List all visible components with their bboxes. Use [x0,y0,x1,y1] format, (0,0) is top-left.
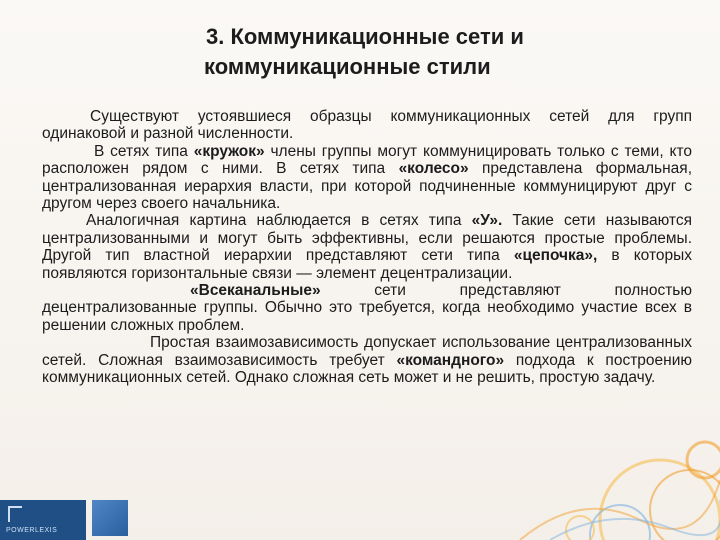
slide-title-line-2: коммуникационные стили [204,54,491,79]
paragraph-2 [42,143,692,213]
paragraph-3 [42,212,692,282]
paragraph-1-text: Существуют устоявшиеся образцы коммуникационных сетей для групп одинаковой и разной численности. [42,108,692,143]
paragraph-5-text-a: Простая взаимозависимость допускает использование централизованных сетей. Сложная взаимозависимость требует [42,334,692,369]
paragraph-2-text-e: представлена формальная, централизованная иерархия власти, при которой подчиненные коммуницируют друг с другом через своего начальника. [42,160,692,213]
paragraph-3-text-e: в которых появляются горизонтальные связи — элемент децентрализации. [42,247,693,282]
paragraph-5-text-c: подхода к построению коммуникационных сетей. Однако сложная сеть может и не решить, простую задачу. [42,351,693,387]
slide-body [42,108,692,387]
logo-text: POWERLEXIS [6,527,58,534]
paragraph-1 [42,108,692,143]
paragraph-2-text-a: В сетях типа [94,142,194,160]
paragraph-2-text-c: члены группы могут коммуницировать только с теми, кто расположен рядом с ними. В сетях типа [42,142,692,178]
logo-mark-icon [8,506,22,522]
paragraph-3-text-a: Аналогичная картина наблюдается в сетях типа [86,212,472,230]
term-koleso: «колесо» [398,160,469,178]
paragraph-4 [42,282,692,334]
decorative-blue-square [92,500,128,536]
decorative-swirls [460,400,720,540]
term-vsekanalnye: «Всеканальные» [190,282,321,300]
paragraph-3-text-c: Такие сети называются централизованными и могут быть эффективны, если решаются простые проблемы. Другой тип властной иерархии представляют сети типа [42,212,692,265]
slide-title-line-1: 3. Коммуникационные сети и [206,24,524,49]
paragraph-4-text-b: сети представляют полностью децентрализованные группы. Обычно это требуется, когда необходимо участие всех в решении сложных проблем. [42,282,692,334]
paragraph-5 [42,334,692,386]
slide-title [140,22,660,82]
term-u: «У». [471,212,503,230]
term-tsepochka: «цепочка», [513,247,598,265]
powerlexis-logo [0,500,86,540]
term-krujok: «кружок» [193,142,265,160]
term-komandnyi: «командного» [396,351,505,369]
